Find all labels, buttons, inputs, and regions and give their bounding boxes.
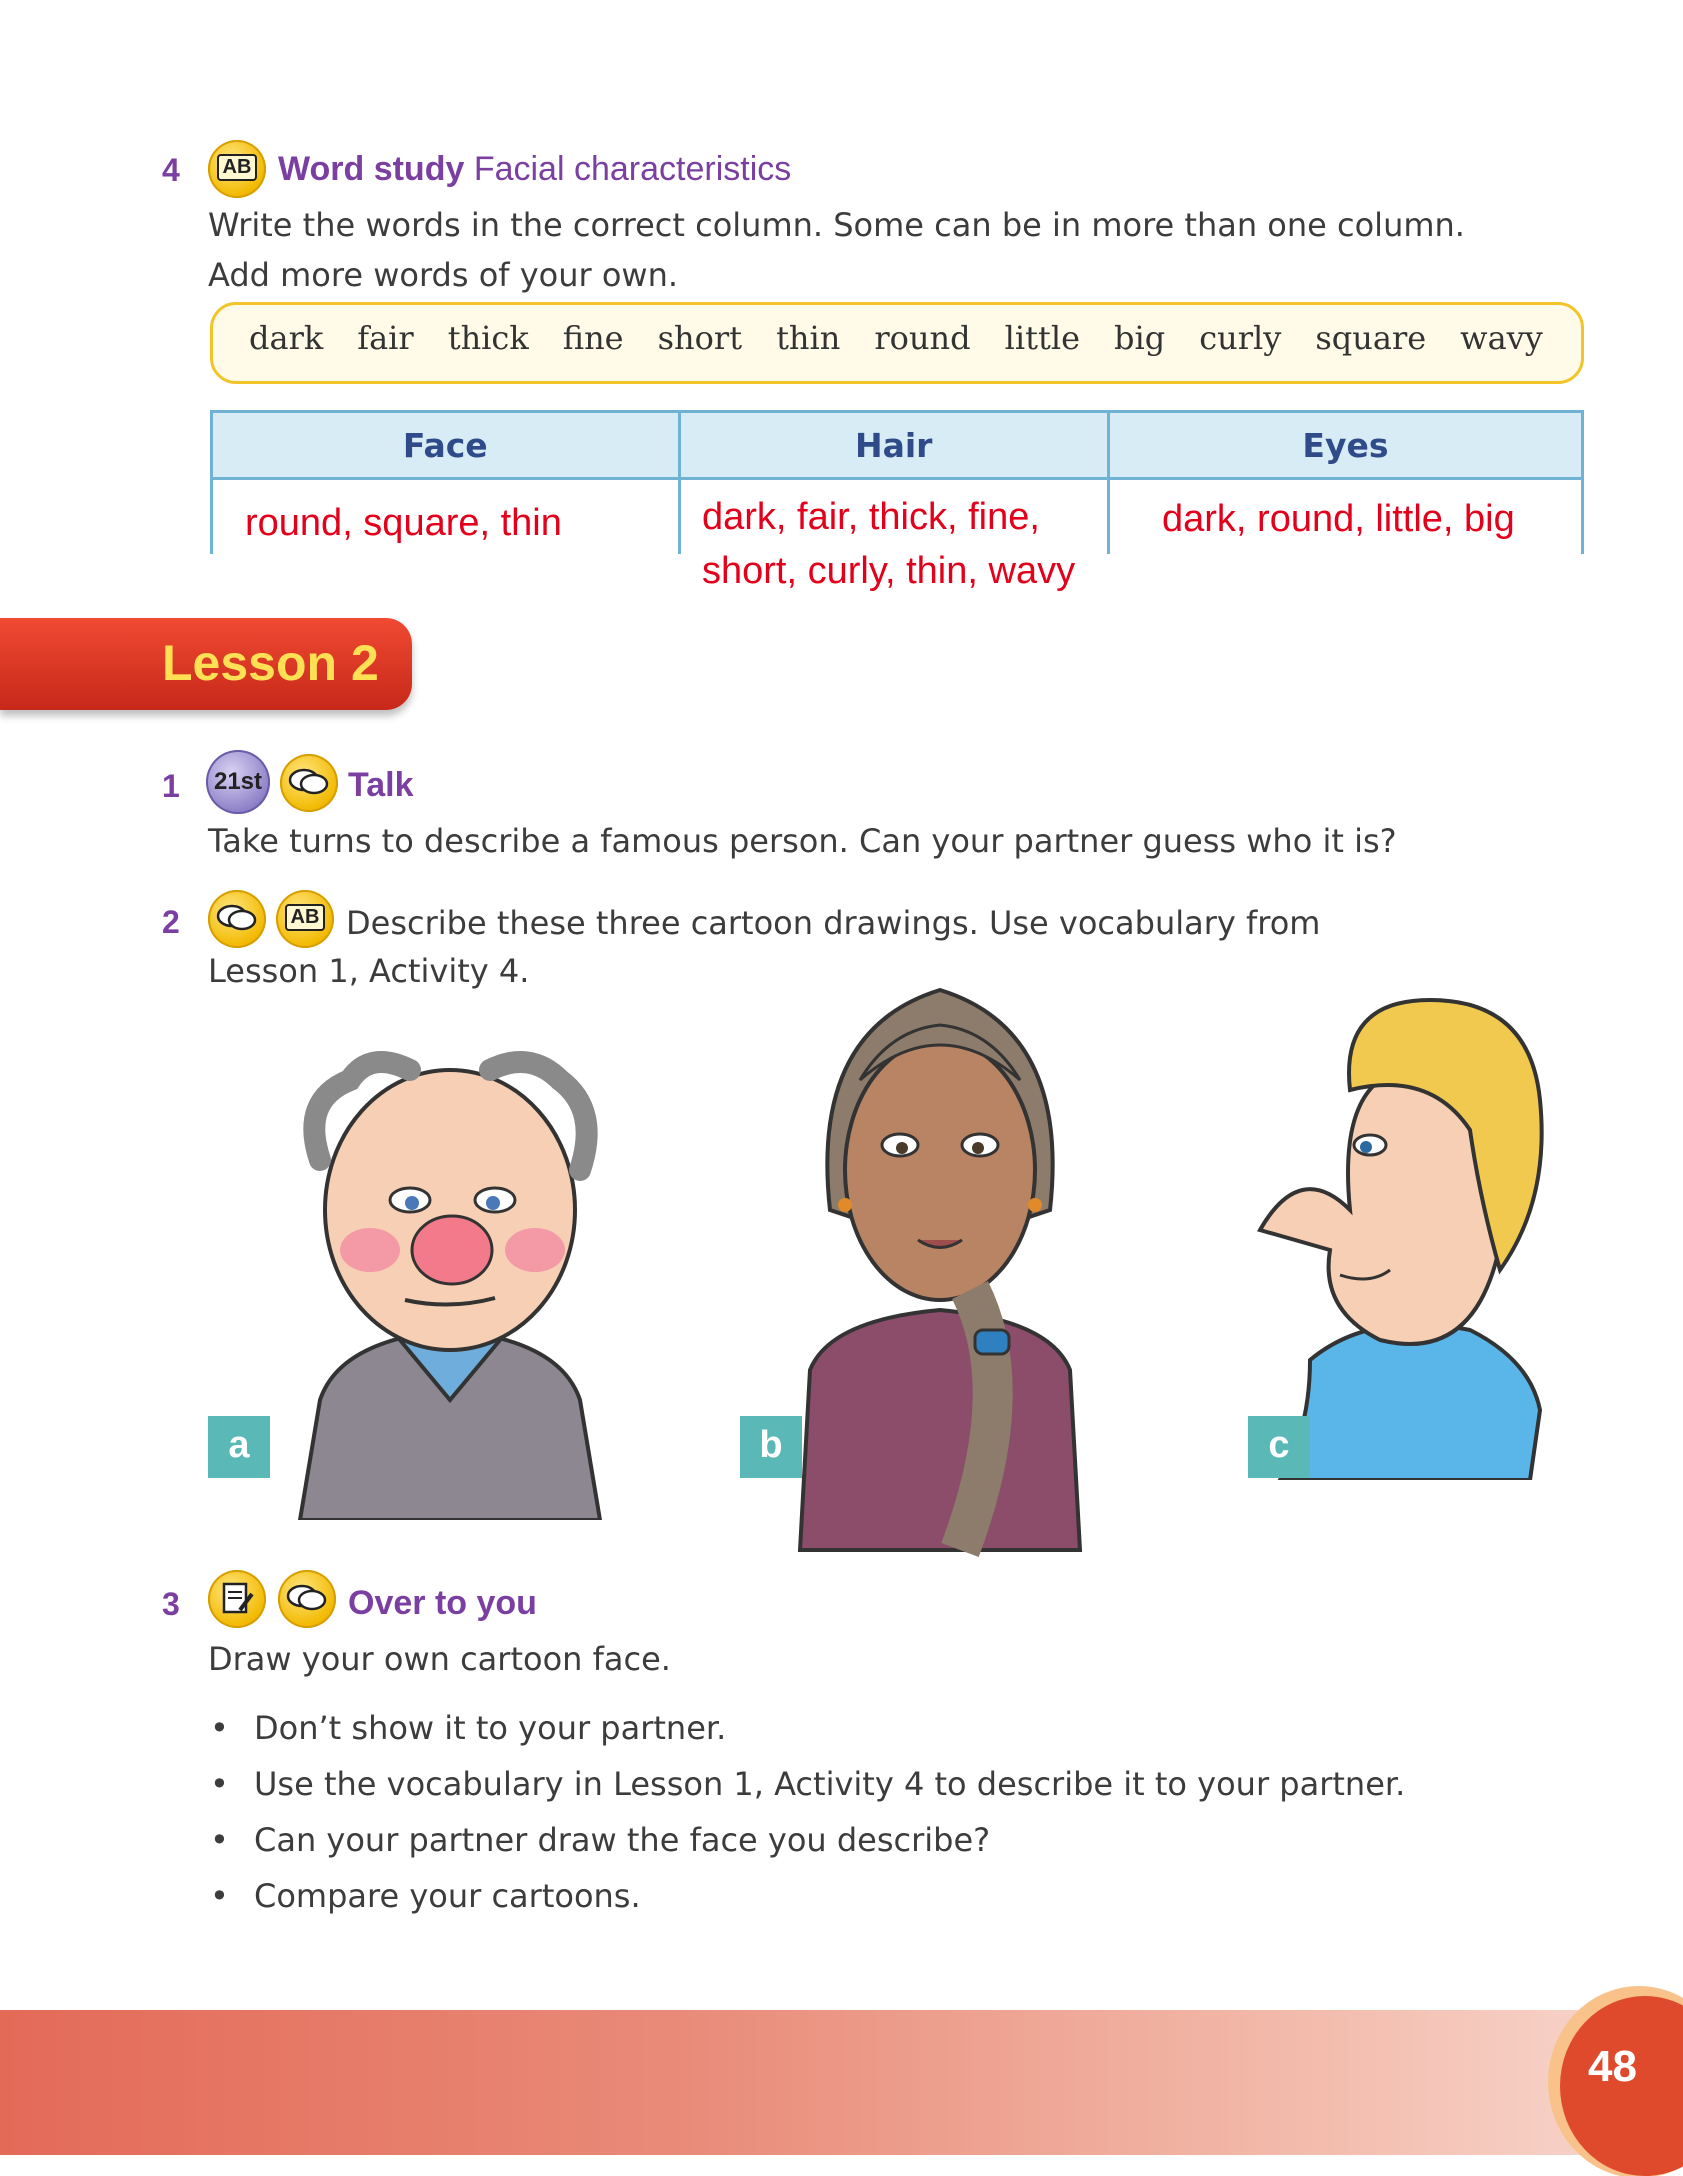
activity-4-number: 4 [162, 152, 180, 188]
book-icon [276, 890, 334, 948]
cartoon-curly-haired-man-image [1240, 980, 1560, 1480]
lesson-title: Lesson 2 [162, 635, 379, 691]
activity-4-instruction-1: Write the words in the correct column. Some can be in more than one column. [208, 206, 1465, 244]
word-item: curly [1199, 319, 1282, 357]
activity-1-instruction: Take turns to describe a famous person. Can your partner guess who it is? [208, 822, 1397, 860]
speech-bubbles-icon [208, 890, 266, 948]
label-a: a [208, 1416, 270, 1478]
activity-2-number: 2 [162, 904, 180, 940]
activity-3-title-text: Over to you [348, 1584, 537, 1622]
column-header-face: Face [212, 412, 680, 479]
hair-answer-line-1: dark, fair, thick, fine, [702, 496, 1040, 538]
list-item: • Can your partner draw the face you describe? [210, 1812, 1405, 1868]
activity-1-title-text: Talk [348, 766, 414, 804]
word-item: round [874, 319, 971, 357]
cartoon-woman-image [790, 970, 1090, 1570]
word-item: short [657, 319, 743, 357]
table-header-row [212, 412, 1583, 479]
word-item: fair [357, 319, 414, 357]
notepad-pencil-icon [208, 1570, 266, 1628]
word-item: big [1114, 319, 1166, 357]
activity-4-title-rest: Facial characteristics [473, 150, 792, 188]
activity-4-title-bold: Word study [278, 150, 465, 188]
speech-bubbles-icon [278, 1570, 336, 1628]
activity-4-title [278, 150, 791, 189]
21st-century-icon [206, 750, 270, 814]
word-item: wavy [1460, 319, 1543, 357]
column-header-eyes: Eyes [1108, 412, 1582, 479]
lesson-tab [0, 618, 412, 710]
book-icon-label: AB [217, 154, 257, 181]
list-item: • Use the vocabulary in Lesson 1, Activity 4 to describe it to your partner. [210, 1756, 1405, 1812]
page-number: 48 [1588, 2042, 1637, 2091]
list-item: • Don’t show it to your partner. [210, 1700, 1405, 1756]
activity-3-number: 3 [162, 1586, 180, 1622]
word-item: square [1315, 319, 1427, 357]
word-item: thin [776, 319, 841, 357]
hair-answer-line-2: short, curly, thin, wavy [702, 550, 1076, 592]
column-header-hair: Hair [679, 412, 1108, 479]
activity-1-number: 1 [162, 768, 180, 804]
list-item: • Compare your cartoons. [210, 1868, 1405, 1924]
face-answer: round, square, thin [245, 502, 562, 544]
speech-bubbles-icon [280, 754, 338, 812]
activity-2-instruction-2: Lesson 1, Activity 4. [208, 952, 530, 990]
label-c: c [1248, 1416, 1310, 1478]
word-item: thick [447, 319, 529, 357]
activity-3-bullets [210, 1700, 1405, 1924]
21st-badge-label: 21st [213, 768, 263, 795]
activity-3-instruction: Draw your own cartoon face. [208, 1640, 671, 1678]
word-bank-list [249, 319, 1551, 357]
book-icon-label: AB [285, 904, 325, 931]
cartoon-old-man-image [280, 1040, 620, 1520]
word-bank [210, 302, 1584, 384]
activity-2-instruction-1: Describe these three cartoon drawings. Use vocabulary from [346, 904, 1321, 942]
book-icon [208, 140, 266, 198]
activity-3-title [348, 1584, 537, 1623]
activity-1-title [348, 766, 414, 805]
word-item: little [1004, 319, 1080, 357]
footer-band [0, 2010, 1683, 2155]
label-b: b [740, 1416, 802, 1478]
activity-4-instruction-2: Add more words of your own. [208, 256, 679, 294]
word-item: fine [562, 319, 624, 357]
word-item: dark [249, 319, 324, 357]
eyes-answer: dark, round, little, big [1162, 498, 1515, 540]
